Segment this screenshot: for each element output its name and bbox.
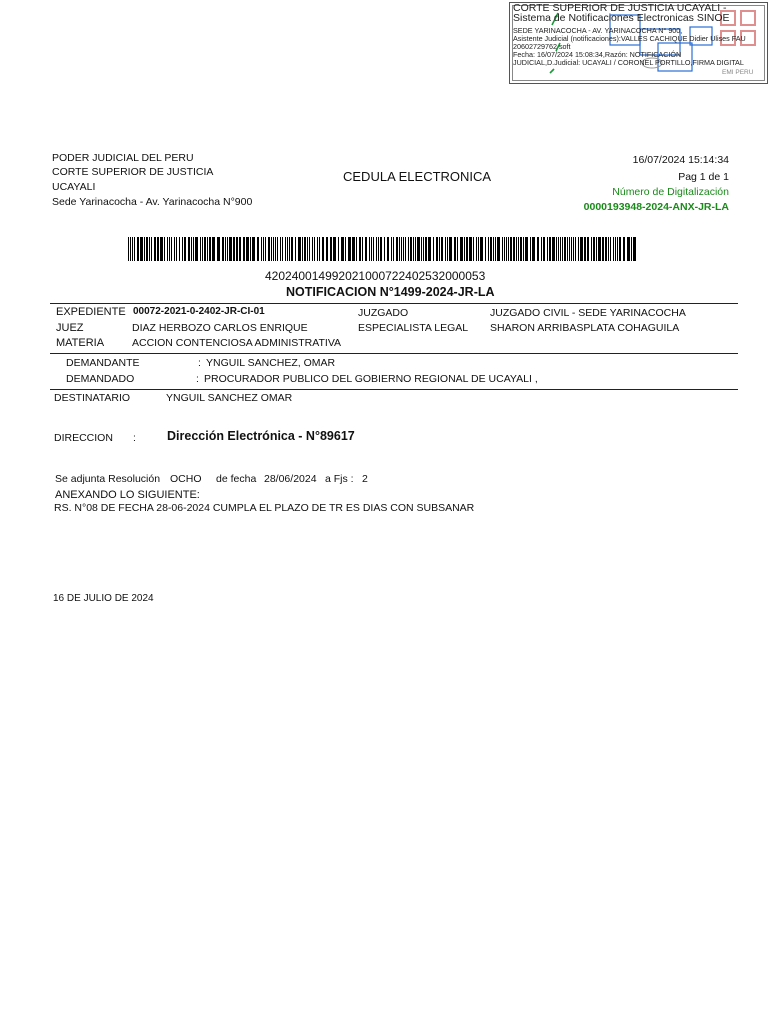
barcode-bar <box>229 237 232 261</box>
barcode-bar <box>373 237 374 261</box>
barcode-bar <box>384 237 385 261</box>
barcode-bar <box>441 237 443 261</box>
stamp-signer-id: 20602729762 soft <box>513 42 571 51</box>
barcode-bar <box>304 237 306 261</box>
barcode-bar <box>506 237 507 261</box>
attachment-detail: RS. N°08 DE FECHA 28-06-2024 CUMPLA EL PLAZO DE TR ES DIAS CON SUBSANAR <box>54 502 475 514</box>
barcode-bar <box>130 237 131 261</box>
barcode-bar <box>423 237 424 261</box>
barcode-bar <box>341 237 344 261</box>
barcode-bar <box>287 237 288 261</box>
barcode-bar <box>250 237 251 261</box>
barcode-bar <box>146 237 148 261</box>
institution-line-3: UCAYALI <box>52 181 96 193</box>
barcode-bar <box>619 237 621 261</box>
resolucion-number: OCHO <box>170 473 202 485</box>
barcode-bar <box>209 237 211 261</box>
barcode-bar <box>495 237 496 261</box>
barcode-bar <box>480 237 483 261</box>
barcode-bar <box>454 237 456 261</box>
resolucion-date: 28/06/2024 <box>264 473 317 485</box>
barcode-bar <box>569 237 570 261</box>
barcode-bar <box>348 237 351 261</box>
barcode-bar <box>184 237 186 261</box>
barcode-bar <box>391 237 392 261</box>
barcode-bar <box>302 237 303 261</box>
barcode-bar <box>476 237 477 261</box>
barcode-bar <box>466 237 468 261</box>
barcode-bar <box>285 237 286 261</box>
barcode-bar <box>457 237 458 261</box>
direccion-label: DIRECCION <box>54 432 113 444</box>
barcode-bar <box>403 237 404 261</box>
stamp-system-name: Sistema de Notificaciones Electronicas SINOE <box>513 12 730 24</box>
barcode-bar <box>317 237 318 261</box>
demandante-colon: : <box>198 357 201 369</box>
barcode-bar <box>516 237 517 261</box>
barcode-bar <box>277 237 278 261</box>
divider-parties <box>50 389 738 390</box>
expediente-label: EXPEDIENTE <box>56 306 126 318</box>
barcode-bar <box>263 237 264 261</box>
demandado-label: DEMANDADO <box>66 373 135 385</box>
barcode-bar <box>227 237 228 261</box>
barcode-bar <box>261 237 262 261</box>
barcode-bar <box>271 237 272 261</box>
barcode-bar <box>137 237 139 261</box>
barcode-bar <box>160 237 163 261</box>
demandado-colon: : <box>196 373 199 385</box>
barcode-bar <box>541 237 542 261</box>
barcode-bar <box>488 237 489 261</box>
barcode-bar <box>493 237 494 261</box>
barcode-bar <box>401 237 402 261</box>
barcode-bar <box>282 237 283 261</box>
fjs-value: 2 <box>362 473 368 485</box>
barcode-bar <box>167 237 168 261</box>
barcode-bar <box>417 237 420 261</box>
barcode-bar <box>338 237 339 261</box>
barcode-bar <box>610 237 611 261</box>
barcode-bar <box>265 237 266 261</box>
barcode-bar <box>473 237 474 261</box>
barcode-bar <box>371 237 372 261</box>
divider-top <box>50 303 738 304</box>
footer-date: 16 DE JULIO DE 2024 <box>53 593 154 604</box>
barcode-bar <box>356 237 357 261</box>
barcode-bar <box>410 237 412 261</box>
barcode-bar <box>617 237 618 261</box>
barcode-bar <box>564 237 566 261</box>
barcode-bar <box>439 237 440 261</box>
barcode-bar <box>504 237 505 261</box>
barcode-bar <box>408 237 409 261</box>
barcode-bar <box>200 237 201 261</box>
digitalization-label: Número de Digitalización <box>612 186 729 198</box>
barcode-bar <box>560 237 561 261</box>
barcode-bar <box>174 237 175 261</box>
barcode-bar <box>151 237 152 261</box>
barcode-bar <box>631 237 632 261</box>
barcode-bar <box>602 237 604 261</box>
stamp-signer: Asistente Judicial (notificaciones):VALLES CACHIQUE Didier Ulises FAU <box>513 34 746 43</box>
juez-label: JUEZ <box>56 322 84 334</box>
barcode-bar <box>573 237 574 261</box>
barcode-bar <box>562 237 563 261</box>
barcode-bar <box>330 237 332 261</box>
barcode-bar <box>433 237 434 261</box>
barcode-bar <box>571 237 572 261</box>
barcode-bar <box>157 237 159 261</box>
barcode-bar <box>176 237 177 261</box>
barcode-bar <box>236 237 238 261</box>
barcode-bar <box>345 237 346 261</box>
institution-line-2: CORTE SUPERIOR DE JUSTICIA <box>52 166 214 178</box>
barcode-bar <box>415 237 416 261</box>
barcode-bar <box>169 237 170 261</box>
stamp-footer-logo: EMI PERU <box>722 69 754 76</box>
barcode-bar <box>428 237 431 261</box>
adjunta-text: Se adjunta Resolución <box>55 473 161 485</box>
barcode-bar <box>460 237 463 261</box>
barcode-bar <box>212 237 215 261</box>
barcode-bar <box>464 237 465 261</box>
barcode-bar <box>449 237 452 261</box>
barcode-bar <box>243 237 245 261</box>
demandante-label: DEMANDANTE <box>66 357 140 369</box>
barcode-bar <box>202 237 203 261</box>
barcode-bar <box>530 237 531 261</box>
barcode-bar <box>580 237 583 261</box>
barcode-bar <box>191 237 192 261</box>
barcode-bar <box>508 237 509 261</box>
barcode-bar <box>149 237 150 261</box>
especialista-label: ESPECIALISTA LEGAL <box>358 322 469 334</box>
barcode-bar <box>552 237 555 261</box>
juzgado-value: JUZGADO CIVIL - SEDE YARINACOCHA <box>490 307 686 319</box>
barcode-bar <box>333 237 336 261</box>
barcode-bar <box>233 237 235 261</box>
barcode-bar <box>182 237 183 261</box>
materia-value: ACCION CONTENCIOSA ADMINISTRATIVA <box>132 337 342 349</box>
barcode-bar <box>598 237 601 261</box>
institution-line-4: Sede Yarinacocha - Av. Yarinacocha N°900 <box>52 196 253 208</box>
page-indicator: Pag 1 de 1 <box>678 171 729 183</box>
barcode-bar <box>413 237 414 261</box>
barcode-bar <box>578 237 579 261</box>
barcode-bar <box>485 237 486 261</box>
barcode-bar <box>140 237 143 261</box>
barcode-bar <box>307 237 308 261</box>
barcode-bar <box>369 237 370 261</box>
barcode-bar <box>510 237 512 261</box>
juez-value: DIAZ HERBOZO CARLOS ENRIQUE <box>132 322 308 334</box>
barcode-bar <box>490 237 492 261</box>
barcode-bar <box>144 237 145 261</box>
stamp-date-reason: Fecha: 16/07/2024 15:08:34,Razón: NOTIFICACIÓN <box>513 50 682 59</box>
stamp-district: JUDICIAL,D.Judicial: UCAYALI / CORONEL PORTILLO,FIRMA DIGITAL <box>513 58 744 67</box>
barcode-bar <box>520 237 522 261</box>
barcode-number: 420240014992021000722402532000053 <box>265 269 486 283</box>
barcode-bar <box>312 237 313 261</box>
barcode-bar <box>132 237 133 261</box>
direccion-value: Dirección Electrónica - N°89617 <box>167 429 355 443</box>
barcode-bar <box>171 237 172 261</box>
barcode-bar <box>469 237 472 261</box>
barcode-bar <box>298 237 301 261</box>
barcode-bar <box>246 237 249 261</box>
barcode-bar <box>393 237 394 261</box>
barcode-bar <box>421 237 422 261</box>
barcode-bar <box>513 237 515 261</box>
barcode-bar <box>608 237 609 261</box>
digitalization-number: 0000193948-2024-ANX-JR-LA <box>583 201 729 213</box>
direccion-colon: : <box>133 432 136 444</box>
barcode-bar <box>543 237 545 261</box>
especialista-value: SHARON ARRIBASPLATA COHAGUILA <box>490 322 680 334</box>
barcode-bar <box>322 237 324 261</box>
barcode-bar <box>596 237 597 261</box>
barcode-bar <box>425 237 427 261</box>
barcode-bar <box>179 237 180 261</box>
digital-signature-stamp <box>509 2 768 84</box>
barcode-bar <box>523 237 524 261</box>
barcode-bar <box>537 237 539 261</box>
barcode-bar <box>359 237 361 261</box>
barcode-bar <box>128 237 129 261</box>
document-title: CEDULA ELECTRONICA <box>343 169 492 184</box>
barcode-bar <box>502 237 503 261</box>
barcode-bar <box>615 237 616 261</box>
barcode-bar <box>188 237 190 261</box>
barcode-bar <box>280 237 281 261</box>
barcode-bar <box>309 237 310 261</box>
demandante-value: YNGUIL SANCHEZ, OMAR <box>206 357 336 369</box>
barcode-bar <box>575 237 576 261</box>
barcode-bar <box>518 237 519 261</box>
barcode-bar <box>387 237 389 261</box>
barcode-bar <box>225 237 226 261</box>
barcode-bar <box>613 237 614 261</box>
barcode-bar <box>584 237 586 261</box>
barcode-bar <box>365 237 367 261</box>
barcode-bar <box>362 237 363 261</box>
anexando-heading: ANEXANDO LO SIGUIENTE: <box>55 489 200 501</box>
barcode-bar <box>378 237 379 261</box>
barcode-bar <box>627 237 630 261</box>
print-datetime: 16/07/2024 15:14:34 <box>632 154 729 166</box>
barcode-bar <box>319 237 320 261</box>
barcode-bar <box>207 237 208 261</box>
barcode-bar <box>445 237 446 261</box>
barcode-bar <box>154 237 156 261</box>
barcode-bar <box>273 237 274 261</box>
barcode-bar <box>549 237 551 261</box>
barcode-bar <box>380 237 382 261</box>
barcode-bar <box>396 237 398 261</box>
barcode-bar <box>291 237 293 261</box>
barcode-bar <box>556 237 557 261</box>
barcode-bar <box>591 237 592 261</box>
barcode-bar <box>217 237 220 261</box>
destinatario-value: YNGUIL SANCHEZ OMAR <box>166 392 293 404</box>
barcode-bar <box>352 237 355 261</box>
juzgado-label: JUZGADO <box>358 307 409 319</box>
barcode-bar <box>195 237 198 261</box>
expediente-value: 00072-2021-0-2402-JR-CI-01 <box>133 306 265 317</box>
barcode-bar <box>547 237 548 261</box>
barcode <box>128 237 638 261</box>
barcode-bar <box>497 237 500 261</box>
barcode-bar <box>633 237 636 261</box>
barcode-bar <box>268 237 270 261</box>
stamp-court-name: CORTE SUPERIOR DE JUSTICIA UCAYALI - <box>513 2 727 14</box>
barcode-bar <box>222 237 224 261</box>
demandado-value: PROCURADOR PUBLICO DEL GOBIERNO REGIONAL DE UCAYALI , <box>204 373 538 385</box>
institution-line-1: PODER JUDICIAL DEL PERU <box>52 152 194 164</box>
barcode-bar <box>593 237 595 261</box>
barcode-bar <box>295 237 296 261</box>
materia-label: MATERIA <box>56 337 105 349</box>
barcode-bar <box>623 237 625 261</box>
de-fecha-label: de fecha <box>216 473 257 485</box>
barcode-bar <box>532 237 535 261</box>
barcode-bar <box>314 237 315 261</box>
barcode-bar <box>193 237 194 261</box>
barcode-bar <box>252 237 255 261</box>
barcode-bar <box>376 237 377 261</box>
barcode-bar <box>605 237 607 261</box>
barcode-bar <box>134 237 135 261</box>
barcode-bar <box>239 237 241 261</box>
barcode-bar <box>525 237 528 261</box>
barcode-bar <box>164 237 165 261</box>
stamp-address: SEDE YARINACOCHA - AV. YARINACOCHA N° 900, <box>513 26 683 35</box>
barcode-bar <box>405 237 406 261</box>
barcode-bar <box>257 237 259 261</box>
barcode-bar <box>326 237 328 261</box>
barcode-bar <box>478 237 479 261</box>
barcode-bar <box>558 237 559 261</box>
barcode-bar <box>447 237 448 261</box>
fjs-label: a Fjs : <box>325 473 354 485</box>
barcode-bar <box>587 237 589 261</box>
destinatario-label: DESTINATARIO <box>54 392 131 404</box>
barcode-bar <box>567 237 568 261</box>
barcode-bar <box>275 237 276 261</box>
notification-title: NOTIFICACION N°1499-2024-JR-LA <box>286 285 495 299</box>
barcode-bar <box>436 237 438 261</box>
barcode-bar <box>289 237 290 261</box>
barcode-bar <box>399 237 400 261</box>
divider-case <box>50 353 738 354</box>
barcode-bar <box>204 237 206 261</box>
